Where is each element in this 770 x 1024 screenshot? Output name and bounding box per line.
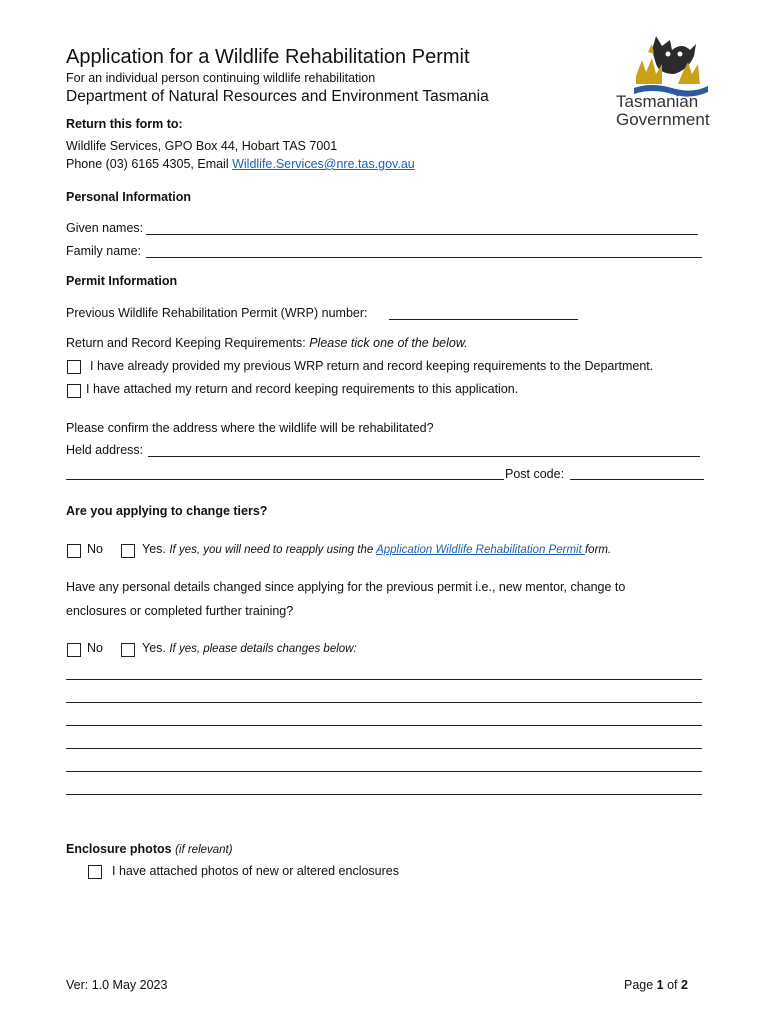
return-requirements-hint: Please tick one of the below. [309, 336, 468, 350]
confirm-address-question: Please confirm the address where the wildlife will be rehabilitated? [66, 421, 434, 435]
provided-return-label: I have already provided my previous WRP return and record keeping requirements to the Department. [90, 359, 654, 373]
enclosure-photos-label: I have attached photos of new or altered enclosures [112, 864, 399, 878]
enclosure-photos-checkbox[interactable] [88, 865, 102, 879]
page-mid: of [663, 978, 681, 992]
enclosure-heading-row [66, 842, 233, 856]
wrp-number-label: Previous Wildlife Rehabilitation Permit (WRP) number: [66, 306, 368, 320]
tiers-yes-hint-end: form. [584, 544, 612, 556]
post-code-field[interactable] [570, 479, 704, 480]
changes-details-line[interactable] [66, 748, 702, 749]
post-code-label: Post code: [505, 467, 565, 481]
changes-details-line[interactable] [66, 771, 702, 772]
page-subtitle: For an individual person continuing wildlife rehabilitation [66, 71, 376, 85]
tiers-yes-label: Yes. [142, 542, 166, 556]
permit-heading: Permit Information [66, 274, 178, 288]
changes-yes-hint: If yes, please details changes below: [169, 643, 357, 655]
return-heading: Return this form to: [66, 117, 183, 131]
held-address-field[interactable] [148, 456, 700, 457]
changes-yes-label: Yes. [142, 641, 166, 655]
personal-heading: Personal Information [66, 190, 192, 204]
attached-return-label: I have attached my return and record keeping requirements to this application. [86, 382, 519, 396]
family-name-field[interactable] [146, 257, 702, 258]
return-requirements [66, 336, 468, 350]
provided-return-checkbox[interactable] [67, 360, 81, 374]
changes-details-line[interactable] [66, 702, 702, 703]
email-link[interactable]: Wildlife.Services@nre.tas.gov.au [232, 157, 415, 171]
family-name-label: Family name: [66, 244, 142, 258]
tiers-yes-hint: If yes, you will need to reapply using the [169, 544, 377, 556]
tiers-heading: Are you applying to change tiers? [66, 504, 268, 518]
return-contact [66, 157, 415, 171]
changes-question-line1: Have any personal details changed since applying for the previous permit i.e., new mentor, change to [66, 580, 626, 594]
page-number [624, 978, 688, 992]
enclosure-heading: Enclosure photos [66, 842, 172, 856]
return-address: Wildlife Services, GPO Box 44, Hobart TAS 7001 [66, 139, 338, 153]
tiers-no-checkbox[interactable] [67, 544, 81, 558]
given-names-field[interactable] [146, 234, 698, 235]
changes-yes-checkbox[interactable] [121, 643, 135, 657]
page-total: 2 [681, 978, 688, 992]
changes-details-line[interactable] [66, 794, 702, 795]
version-text: Ver: 1.0 May 2023 [66, 978, 168, 992]
changes-details-line[interactable] [66, 725, 702, 726]
logo-text-line2: Government [616, 110, 710, 129]
page-prefix: Page [624, 978, 657, 992]
application-permit-link[interactable]: Application Wildlife Rehabilitation Permit [376, 544, 585, 556]
page-current: 1 [656, 978, 664, 992]
tiers-yes-text [142, 542, 611, 556]
enclosure-hint: (if relevant) [175, 844, 233, 856]
changes-no-label: No [87, 641, 103, 655]
held-address-field-line2[interactable] [66, 479, 504, 480]
attached-return-checkbox[interactable] [67, 384, 81, 398]
given-names-label: Given names: [66, 221, 144, 235]
logo-text-line1: Tasmanian [616, 92, 699, 111]
wrp-number-field[interactable] [389, 319, 578, 320]
tiers-yes-checkbox[interactable] [121, 544, 135, 558]
page-title: Application for a Wildlife Rehabilitation Permit [66, 46, 470, 68]
return-requirements-label: Return and Record Keeping Requirements: [66, 336, 310, 350]
changes-no-checkbox[interactable] [67, 643, 81, 657]
held-address-label: Held address: [66, 443, 144, 457]
changes-question-line2: enclosures or completed further training? [66, 604, 294, 618]
tiers-no-label: No [87, 542, 103, 556]
changes-details-line[interactable] [66, 679, 702, 680]
department-name: Department of Natural Resources and Environment Tasmania [66, 88, 489, 105]
changes-yes-text [142, 641, 357, 655]
phone-text: Phone (03) 6165 4305, Email [66, 157, 233, 171]
